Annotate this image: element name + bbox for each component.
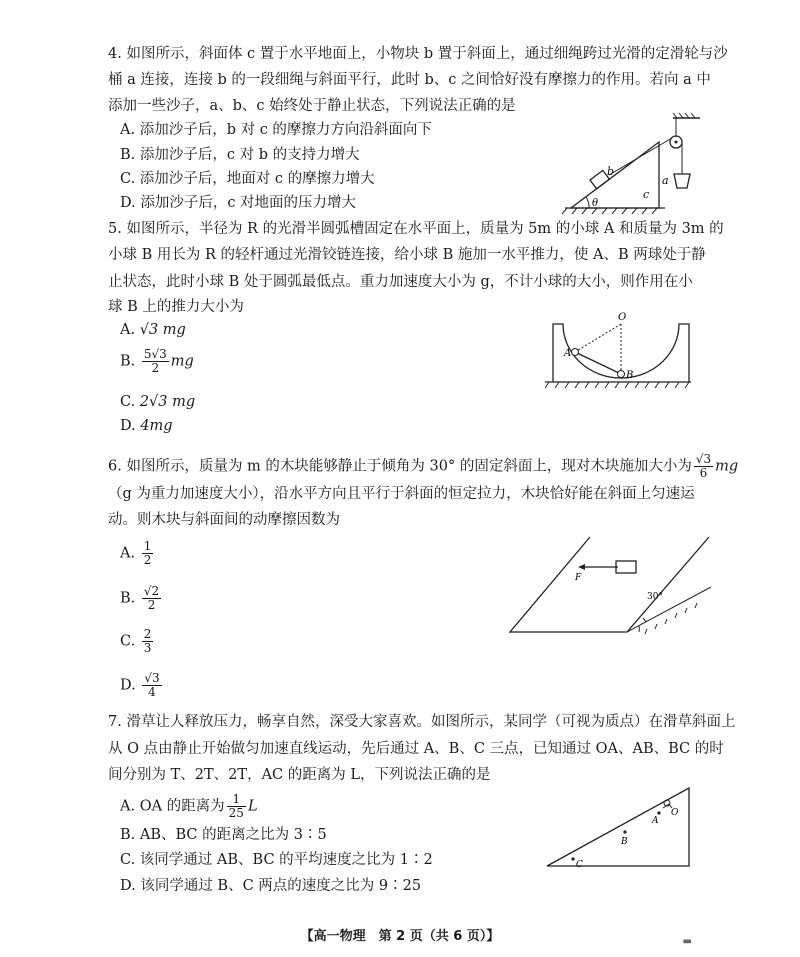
q5-label-a: A — [564, 348, 572, 359]
q7-figure — [545, 782, 695, 870]
q5-option-c: C. 2√3 mg — [120, 394, 196, 410]
q7-label-o: O — [671, 808, 679, 818]
q6-option-d: D. $\frac{√3}{4}$ — [120, 671, 160, 699]
q4-option-a: A. 添加沙子后，b 对 c 的摩擦力方向沿斜面向下 — [120, 122, 432, 138]
q5-option-b-fraction: $\frac{5√3}{2}$ — [143, 347, 167, 375]
q5-option-b: B. $\frac{5√3}{2}$ mg — [120, 347, 194, 375]
q5-line-4: 球 B 上的推力大小为 — [108, 299, 244, 315]
q4-option-b: B. 添加沙子后，c 对 b 的支持力增大 — [120, 147, 360, 163]
q6-line-2: （g 为重力加速度大小），沿水平方向且平行于斜面的恒定拉力，木块恰好能在斜面上匀速运 — [108, 486, 695, 502]
q5-figure — [545, 310, 695, 390]
q5-label-b: B — [626, 370, 634, 381]
q4-label-b: b — [607, 165, 615, 178]
q4-figure — [555, 112, 700, 217]
q7-line-2: 从 O 点由静止开始做匀加速直线运动，先后通过 A、B、C 三点，已知通过 OA、AB、BC 的时 — [108, 741, 724, 757]
q6-option-b: B. $\frac{√2}{2}$ — [120, 584, 160, 612]
q4-line-3: 添加一些沙子，a、b、c 始终处于静止状态，下列说法正确的是 — [108, 98, 516, 114]
q7-option-c: C. 该同学通过 AB、BC 的平均速度之比为 1∶2 — [120, 852, 433, 868]
q6-label-angle: 30° — [647, 592, 663, 602]
q6-option-a: A. $\frac{1}{2}$ — [120, 539, 152, 567]
q5-line-3: 止状态，此时小球 B 处于圆弧最低点。重力加速度大小为 g，不计小球的大小，则作用在小 — [108, 274, 693, 290]
q5-option-d: D. 4mg — [120, 418, 173, 434]
q7-label-b: B — [621, 837, 628, 847]
q4-line-2: 桶 a 连接，连接 b 的一段细绳与斜面平行，此时 b、c 之间恰好没有摩擦力的作用。若向 a 中 — [108, 72, 711, 88]
q7-option-d: D. 该同学通过 B、C 两点的速度之比为 9∶25 — [120, 878, 422, 894]
q5-option-a: A. √3 mg — [120, 322, 186, 338]
q7-line-1: 7. 滑草让人释放压力，畅享自然，深受大家喜欢。如图所示，某同学（可视为质点）在滑草斜面上 — [108, 714, 736, 730]
q6-force-fraction: $\frac{√3}{6}$ — [695, 452, 712, 480]
page-mark: ▬ — [682, 936, 692, 947]
q6-line-1: 6. 如图所示，质量为 m 的木块能够静止于倾角为 30° 的固定斜面上，现对木块施加大小为 $\frac{√3}{6}$ mg — [108, 452, 739, 480]
page-footer: 【高一物理 第 2 页（共 6 页）】 — [300, 929, 500, 944]
q7-label-a: A — [652, 816, 659, 826]
q5-label-o: O — [618, 312, 627, 323]
q4-option-c: C. 添加沙子后，地面对 c 的摩擦力增大 — [120, 171, 375, 187]
q4-option-d: D. 添加沙子后，c 对地面的压力增大 — [120, 195, 357, 211]
q6-line-3: 动。则木块与斜面间的动摩擦因数为 — [108, 512, 340, 528]
q6-option-c: C. $\frac{2}{3}$ — [120, 627, 152, 655]
q5-line-2: 小球 B 用长为 R 的轻杆通过光滑铰链连接，给小球 B 施加一水平推力，使 A、B 两球处于静 — [108, 247, 706, 263]
q7-line-3: 间分别为 T、2T、2T，AC 的距离为 L，下列说法正确的是 — [108, 767, 491, 783]
q6-figure — [505, 535, 715, 645]
q4-label-a: a — [662, 174, 669, 187]
q7-option-b: B. AB、BC 的距离之比为 3∶5 — [120, 827, 327, 843]
q7-label-c: C — [576, 860, 583, 870]
q4-label-theta: θ — [592, 198, 599, 209]
q4-label-c: c — [643, 188, 650, 201]
q6-label-f: F — [575, 573, 582, 583]
q7-option-a: A. OA 的距离为 $\frac{1}{25}$ L — [120, 792, 258, 820]
q4-line-1: 4. 如图所示，斜面体 c 置于水平地面上，小物块 b 置于斜面上，通过细绳跨过光滑的定滑轮与沙 — [108, 46, 728, 62]
q5-line-1: 5. 如图所示，半径为 R 的光滑半圆弧槽固定在水平面上，质量为 5m 的小球 A 和质量为 3m 的 — [108, 221, 724, 237]
